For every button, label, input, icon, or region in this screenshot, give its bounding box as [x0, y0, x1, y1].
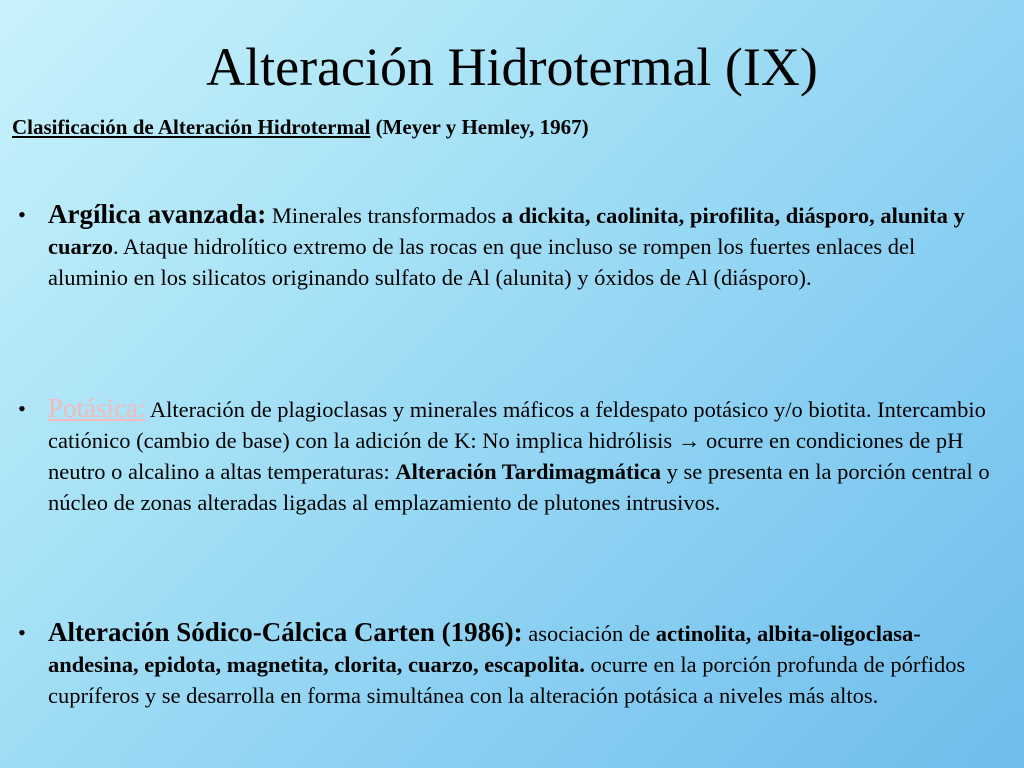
bullet-dot: •	[18, 202, 26, 227]
bullet-sodico-calcica	[18, 617, 998, 711]
bullet-dot: •	[18, 396, 26, 421]
bullet-bold-part: Alteración Tardimagmática	[395, 459, 661, 484]
arrow-icon: →	[677, 428, 701, 453]
bullet-potasica	[18, 393, 998, 518]
bullet-text-part: . Ataque hidrolítico extremo de las rocas en que incluso se rompen los fuertes enlaces del aluminio en los silicatos originando sulfato de Al (alunita) y óxidos de Al (diásporo).	[48, 234, 916, 290]
bullet-text	[48, 199, 998, 293]
bullet-lead: Alteración Sódico-Cálcica Carten (1986):	[48, 617, 523, 647]
bullet-bold-part: a dickita, caolinita, pirofilita, diásporo, alunita y cuarzo	[48, 203, 965, 259]
subtitle-underlined: Clasificación de Alteración Hidrotermal	[12, 115, 371, 139]
bullet-lead: Argílica avanzada:	[48, 199, 267, 229]
bullet-text-part: asociación de	[522, 621, 656, 646]
bullet-bold-part: actinolita, albita-oligoclasa- andesina, epidota, magnetita, clorita, cuarzo, escapolita.	[48, 621, 921, 677]
slide-subtitle	[12, 112, 589, 142]
bullet-text-part: ocurre en la porción profunda de pórfidos cupríferos y se desarrolla en forma simultánea con la alteración potásica a niveles más altos.	[48, 652, 966, 708]
bullet-text-part: Alteración de plagioclasas y minerales máficos a feldespato potásico y/o biotita. Intercambio catiónico (cambio de base) con la adición de K: No implica hidrólisis	[48, 397, 986, 453]
slide-title: Alteración Hidrotermal (IX)	[206, 37, 818, 97]
bullet-dot: •	[18, 620, 26, 645]
bullet-argilica	[18, 199, 998, 293]
subtitle-citation: (Meyer y Hemley, 1967)	[370, 115, 589, 139]
potasica-link[interactable]: Potásica:	[48, 393, 146, 423]
bullet-text-part: y se presenta en la porción central o núcleo de zonas alteradas ligadas al emplazamiento de plutones intrusivos.	[48, 459, 990, 515]
bullet-text	[48, 393, 998, 518]
bullet-text-part: Minerales transformados	[266, 203, 502, 228]
bullet-text-part: ocurre en condiciones de pH neutro o alcalino a altas temperaturas:	[48, 428, 964, 484]
bullet-text	[48, 617, 998, 711]
